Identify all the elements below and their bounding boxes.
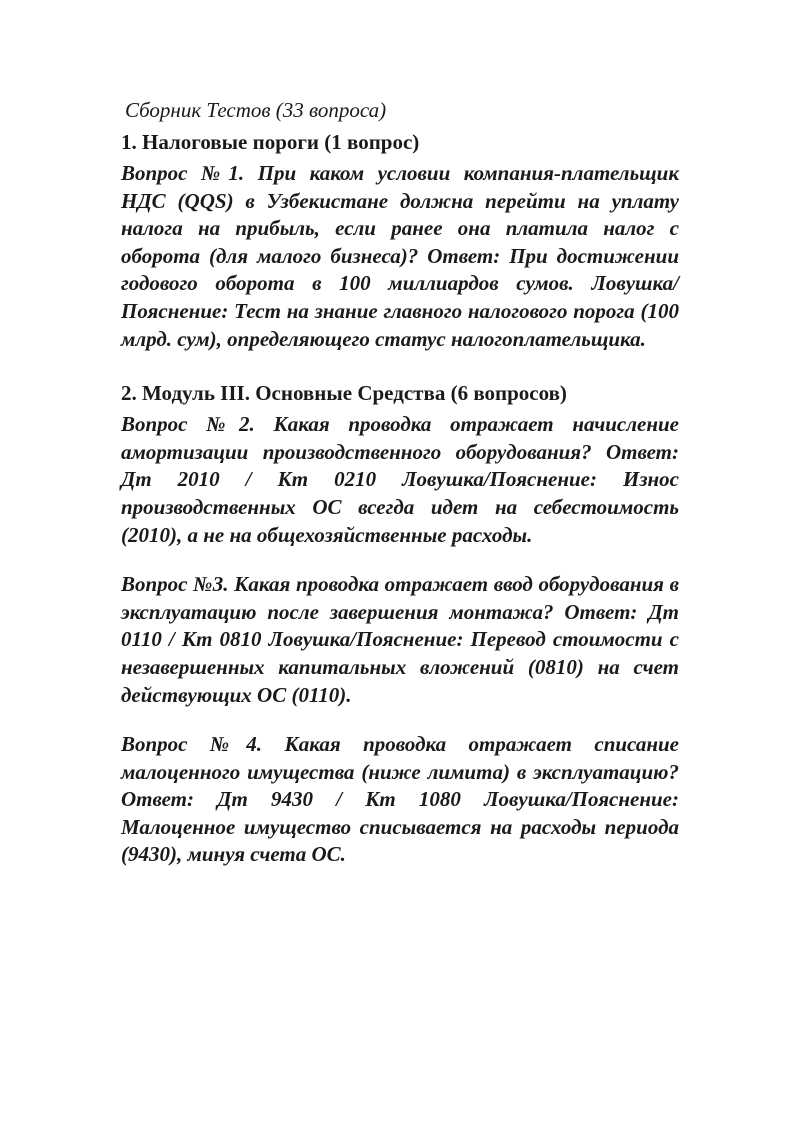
question-block-3	[121, 571, 679, 709]
question-block-2	[121, 411, 679, 549]
question-block-4	[121, 731, 679, 869]
document-title: Сборник Тестов (33 вопроса)	[125, 98, 387, 122]
question-4-text: Вопрос №4. Какая проводка отражает списание малоценного имущества (ниже лимита) в эксплуатацию? Ответ: Дт 9430 / Кт 1080 Ловушка/Пояснение: Малоценное имущество списывается на расходы периода (9430), минуя счета ОС.	[121, 732, 679, 867]
section-heading-tax-thresholds: 1. Налоговые пороги (1 вопрос)	[121, 130, 420, 154]
section-heading-fixed-assets: 2. Модуль III. Основные Средства (6 вопросов)	[121, 381, 567, 406]
question-block-1	[121, 160, 679, 353]
question-1-text: Вопрос №1. При каком условии компания-плательщик НДС (QQS) в Узбекистане должна перейти на уплату налога на прибыль, если ранее она платила налог с оборота (для малого бизнеса)? Ответ: При достижении годового оборота в 100 миллиардов сумов. Ловушка/Пояснение: Тест на знание главного налогового порога (100 млрд. сум), определяющего статус налогоплательщика.	[121, 161, 679, 351]
document-page	[121, 96, 679, 891]
question-3-text: Вопрос №3. Какая проводка отражает ввод оборудования в эксплуатацию после завершения монтажа? Ответ: Дт 0110 / Кт 0810 Ловушка/Пояснение: Перевод стоимости с незавершенных капитальных вложений (0810) на счет действующих ОС (0110).	[121, 572, 679, 707]
question-2-text: Вопрос №2. Какая проводка отражает начисление амортизации производственного оборудования? Ответ: Дт 2010 / Кт 0210 Ловушка/Пояснение: Износ производственных ОС всегда идет на себестоимость (2010), а не на общехозяйственные расходы.	[121, 412, 679, 547]
